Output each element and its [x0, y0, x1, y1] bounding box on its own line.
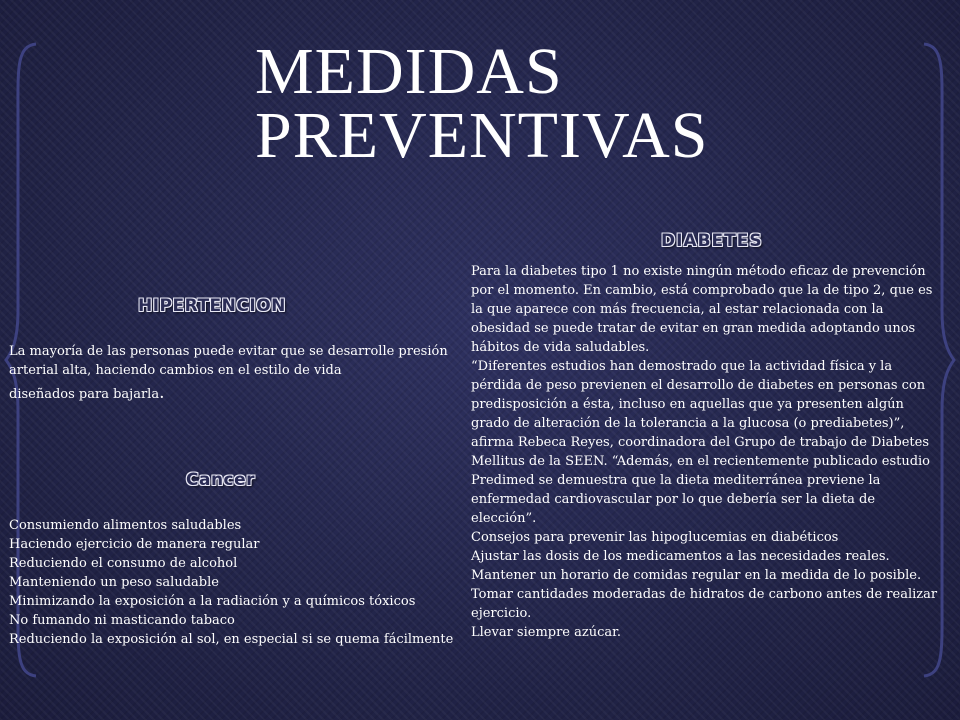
diabetes-text: [471, 262, 941, 642]
hipertencion-text-end: .: [159, 383, 165, 403]
diabetes-paragraph: Para la diabetes tipo 1 no existe ningún método eficaz de prevención por el momento. En cambio, está comprobado que la de tipo 2, que es la que aparece con más frecuencia, al estar relacionada con la obesidad se puede tratar de evitar en gran medida adoptando unos hábitos de vida saludables.: [471, 264, 933, 355]
diabetes-paragraph: Mantener un horario de comidas regular en la medida de lo posible.: [471, 568, 922, 583]
diabetes-paragraph: “Diferentes estudios han demostrado que la actividad física y la pérdida de peso previenen el desarrollo de diabetes en personas con predisposición a ésta, incluso en aquellas que ya presenten algún grado de alteración de la tolerancia a la glucosa (o prediabetes)”, afirma Rebeca Reyes, coordinadora del Grupo de trabajo de Diabetes Mellitus de la SEEN. “Además, en el recientemente publicado estudio Predimed se demuestra que la dieta mediterránea previene la enfermedad cardiovascular por lo que debería ser la dieta de elección”.: [471, 359, 931, 526]
hipertencion-text: [9, 342, 454, 404]
list-item: Reduciendo el consumo de alcohol: [9, 556, 238, 571]
diabetes-paragraph: Tomar cantidades moderadas de hidratos de carbono antes de realizar ejercicio.: [471, 587, 938, 621]
hipertencion-text-line1: La mayoría de las personas puede evitar que se desarrolle presión arterial alta, haciendo cambios en el estilo de vida: [9, 344, 448, 378]
cancer-heading: Cancer: [186, 470, 256, 490]
list-item: Manteniendo un peso saludable: [9, 575, 219, 590]
hipertencion-heading: HIPERTENCION: [138, 296, 286, 316]
title-line-2: PREVENTIVAS: [255, 99, 709, 172]
list-item: No fumando ni masticando tabaco: [9, 613, 235, 628]
diabetes-paragraph: Ajustar las dosis de los medicamentos a las necesidades reales.: [471, 549, 890, 564]
list-item: Minimizando la exposición a la radiación y a químicos tóxicos: [9, 594, 416, 609]
list-item: Consumiendo alimentos saludables: [9, 518, 242, 533]
list-item: Haciendo ejercicio de manera regular: [9, 537, 260, 552]
title-line-1: MEDIDAS: [255, 35, 563, 108]
list-item: Reduciendo la exposición al sol, en especial si se quema fácilmente: [9, 632, 454, 647]
hipertencion-text-line2: diseñados para bajarla: [9, 387, 160, 402]
cancer-list: [9, 516, 459, 649]
diabetes-paragraph: Consejos para prevenir las hipoglucemias en diabéticos: [471, 530, 839, 545]
diabetes-heading: DIABETES: [661, 231, 763, 251]
slide-title: [255, 35, 815, 172]
diabetes-paragraph: Llevar siempre azúcar.: [471, 625, 622, 640]
